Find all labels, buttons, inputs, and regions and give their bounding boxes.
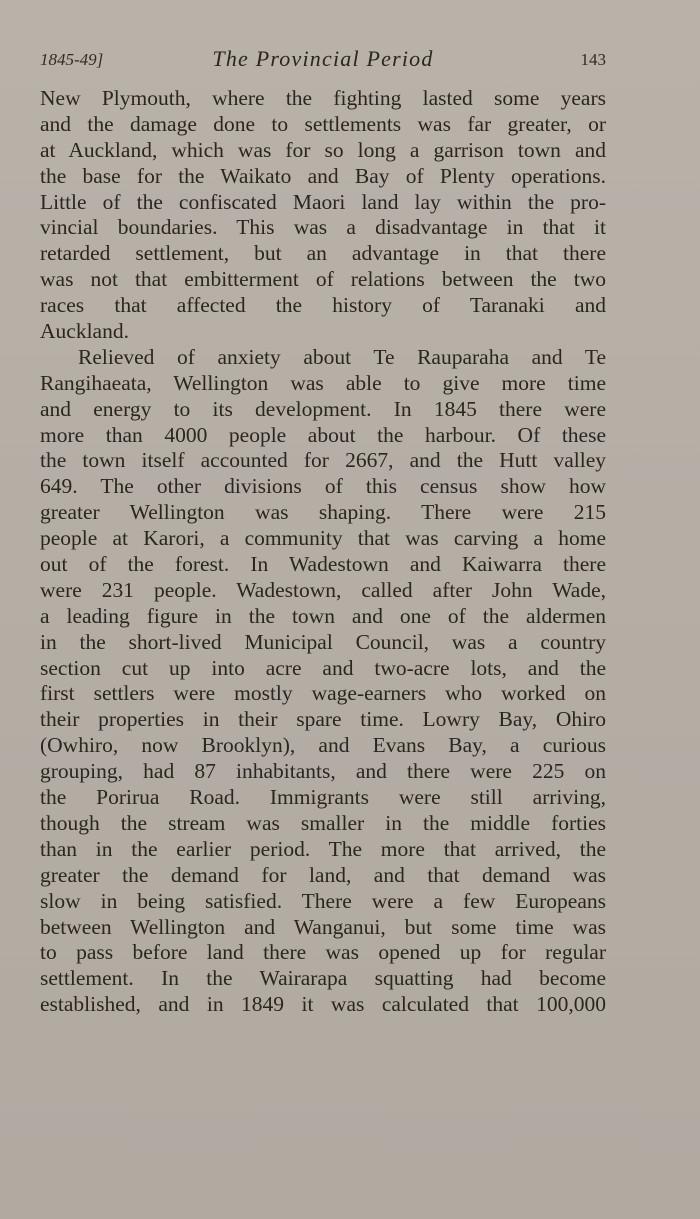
text-line: out of the forest. In Wadestown and Kaiwarra there (40, 552, 606, 577)
text-line: their properties in their spare time. Lowry Bay, Ohiro (40, 707, 606, 732)
text-line: settlement. In the Wairarapa squatting had become (40, 966, 606, 991)
text-line: greater Wellington was shaping. There were 215 (40, 500, 606, 525)
text-line: slow in being satisfied. There were a few Europeans (40, 888, 606, 913)
text-line: the town itself accounted for 2667, and the Hutt valley (40, 448, 606, 473)
text-line: and the damage done to settlements was far greater, or (40, 111, 606, 136)
text-line: (Owhiro, now Brooklyn), and Evans Bay, a curious (40, 733, 606, 758)
running-head-date-range: 1845-49] (40, 50, 104, 69)
text-line: greater the demand for land, and that demand was (40, 862, 606, 887)
text-line: to pass before land there was opened up for regular (40, 940, 606, 965)
text-line: between Wellington and Wanganui, but some time was (40, 914, 606, 939)
text-line: retarded settlement, but an advantage in that there (40, 241, 606, 266)
text-line: were 231 people. Wadestown, called after John Wade, (40, 577, 606, 602)
text-line: and energy to its development. In 1845 there were (40, 396, 606, 421)
text-line: though the stream was smaller in the middle forties (40, 810, 606, 835)
text-line: than in the earlier period. The more that arrived, the (40, 836, 606, 861)
text-line: at Auckland, which was for so long a garrison town and (40, 137, 606, 162)
text-line: more than 4000 people about the harbour. Of these (40, 422, 606, 447)
text-line: vincial boundaries. This was a disadvantage in that it (40, 215, 606, 240)
text-line: the Porirua Road. Immigrants were still arriving, (40, 785, 606, 810)
text-line: in the short-lived Municipal Council, was a country (40, 629, 606, 654)
text-line: races that affected the history of Taranaki and (40, 293, 606, 318)
text-line: a leading figure in the town and one of the aldermen (40, 603, 606, 628)
body-text (40, 86, 606, 1018)
running-head (40, 46, 606, 74)
text-line: New Plymouth, where the fighting lasted some years (40, 86, 606, 110)
text-line: established, and in 1849 it was calculated that 100,000 (40, 992, 606, 1017)
text-line: was not that embitterment of relations between the two (40, 267, 606, 292)
text-line: Relieved of anxiety about Te Rauparaha and Te (78, 344, 606, 369)
text-line: grouping, had 87 inhabitants, and there were 225 on (40, 759, 606, 784)
text-line: the base for the Waikato and Bay of Plenty operations. (40, 163, 606, 188)
text-line: first settlers were mostly wage-earners who worked on (40, 681, 606, 706)
text-line: section cut up into acre and two-acre lots, and the (40, 655, 606, 680)
paragraph-continued (40, 86, 606, 345)
running-head-chapter-title: The Provincial Period (212, 46, 434, 71)
text-line: 649. The other divisions of this census show how (40, 474, 606, 499)
text-line: Rangihaeata, Wellington was able to give more time (40, 370, 606, 395)
text-line: Auckland. (40, 319, 129, 344)
text-line: Little of the confiscated Maori land lay within the pro- (40, 189, 606, 214)
text-line: people at Karori, a community that was carving a home (40, 526, 606, 551)
page-number: 143 (580, 50, 606, 69)
paragraph (40, 345, 606, 1018)
